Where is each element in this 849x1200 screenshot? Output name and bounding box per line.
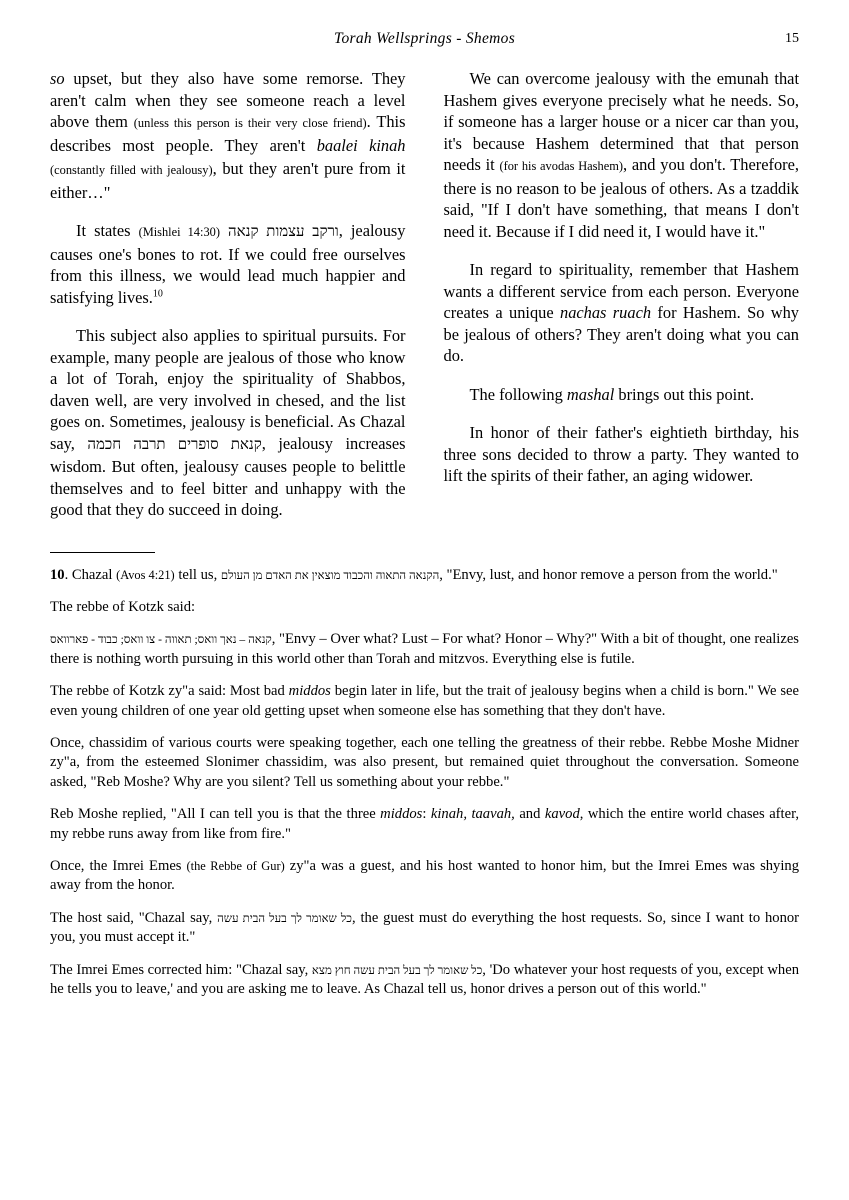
body-text: The rebbe of Kotzk said: — [50, 598, 196, 615]
body-text: brings out this point. — [614, 384, 755, 404]
body-paragraph — [50, 68, 406, 203]
body-text: The Imrei Emes corrected him: "Chazal say, — [50, 961, 312, 978]
right-text-column — [444, 68, 800, 504]
body-text: , the guest must do everything the host requests. So, since I want to honor you, you must accept it." — [50, 909, 800, 946]
parenthetical-note: (the Rebbe of Gur) — [186, 858, 285, 873]
running-head-title: Torah Wellsprings - Shemos — [333, 30, 516, 47]
body-text: Reb Moshe replied, "All I can tell you is that the three — [50, 806, 381, 823]
body-text: . Chazal — [64, 566, 117, 583]
body-text — [220, 221, 228, 240]
footnote-paragraph — [50, 909, 799, 948]
italic-text: middos — [380, 806, 423, 823]
body-text: The following — [469, 384, 567, 404]
parenthetical-note: (Mishlei 14:30) — [138, 225, 220, 239]
footnote-number: 10 — [50, 566, 65, 583]
page-header — [50, 30, 799, 60]
footnote-paragraph — [50, 961, 799, 1000]
hebrew-quote: קנאה – נאך וואס; תאווה - צו וואס; כבוד - פארוואס — [50, 633, 272, 647]
body-text: Once, chassidim of various courts were speaking together, each one telling the greatness of their rebbe. Rebbe Moshe Midner zy"a, from the esteemed Slonimer chassidim, was also present, but remained quiet throughout the conversation. Someone asked, "Reb Moshe? Why are you silent? Tell us something about your rebbe." — [50, 734, 799, 790]
body-text: , which the entire world chases after, my rebbe runs away from like from fire." — [50, 806, 799, 842]
body-text: , but they aren't pure from it either…" — [50, 159, 406, 202]
footnote-separator-rule — [50, 552, 155, 553]
parenthetical-note: (constantly filled with jealousy) — [50, 163, 213, 177]
body-paragraph — [444, 259, 800, 367]
two-column-body — [50, 68, 799, 538]
body-text: and — [514, 806, 545, 823]
page-number: 15 — [785, 31, 799, 46]
body-text: . This describes most people. They aren't — [50, 112, 406, 155]
body-text: We can overcome jealousy with the emunah that Hashem gives everyone precisely what he needs. So, if someone has a larger house or a nicer car than you, it's because Hashem determined that that person needs it — [443, 69, 799, 174]
body-text: Once, the Imrei Emes — [50, 857, 187, 874]
body-text: , and you don't. Therefore, there is no reason to be jealous of others. As a tzaddik said, "If I don't have something, that means I don't need it. Because if I did need it, I would have it." — [443, 155, 799, 241]
hebrew-quote: קנאת סופרים תרבה חכמה — [87, 436, 262, 453]
body-text: , "Envy – Over what? Lust – For what? Honor – Why?" With a bit of thought, one realizes there is nothing worth pursuing in this world other than Torah and mitzvos. Everything else is futile. — [50, 631, 799, 667]
body-text: It states — [76, 221, 139, 240]
body-text: upset, but they also have some remorse. They aren't calm when they see someone reach a level above them — [50, 69, 406, 131]
hebrew-quote: כל שאומר לך בעל הבית עשה — [217, 911, 352, 925]
parenthetical-note: (Avos 4:21) — [116, 567, 175, 582]
footnotes-section — [50, 566, 799, 1000]
body-text: tell us, — [174, 566, 221, 583]
body-text: begin later in life, but the trait of jealousy begins when a child is born." We see even young children of one year old getting upset when someone else has something that they don't have. — [50, 683, 799, 719]
body-text: In regard to spirituality, remember that Hashem wants a different service from each person. Everyone creates a unique — [443, 260, 799, 322]
italic-text: so — [50, 69, 65, 88]
body-text: : — [422, 806, 431, 823]
body-paragraph — [444, 384, 800, 406]
body-text: for Hashem. So why be jealous of others? They aren't doing what you can do. — [443, 303, 799, 365]
footnote-paragraph — [50, 805, 799, 844]
body-text: zy"a was a guest, and his host wanted to honor him, but the Imrei Emes was shying away from the honor. — [50, 857, 799, 894]
body-text: This subject also applies to spiritual pursuits. For example, many people are jealous of those who know a lot of Torah, enjoy the spirituality of Shabbos, daven well, are very involved in chesed, and the list goes on. Sometimes, jealousy is beneficial. As Chazal say, — [50, 326, 406, 453]
body-paragraph — [50, 325, 406, 521]
footnote-paragraph — [50, 598, 799, 617]
italic-text: nachas ruach — [560, 303, 652, 322]
italic-text: mashal — [566, 384, 615, 404]
hebrew-quote: ורקב עצמות קנאה — [228, 224, 339, 240]
hebrew-quote: כל שאומר לך בעל הבית עשה חוץ מצא — [311, 963, 483, 977]
footnote-paragraph — [50, 682, 799, 721]
footnote-paragraph — [50, 857, 799, 896]
body-paragraph — [444, 68, 800, 242]
italic-text: baalei kinah — [316, 135, 406, 155]
body-paragraph — [444, 422, 800, 487]
footnote-marker: 10 — [152, 288, 163, 300]
body-text: , jealousy increases wisdom. But often, jealousy causes people to belittle themselves and to feel bitter and unhappy with the good that they do succeed in doing. — [50, 433, 406, 519]
footnote-paragraph — [50, 566, 799, 585]
footnote-paragraph — [50, 734, 799, 792]
parenthetical-note: (for his avodas Hashem) — [499, 159, 623, 173]
left-text-column — [50, 68, 406, 538]
body-text: The rebbe of Kotzk zy"a said: Most bad — [50, 683, 289, 700]
parenthetical-note: (unless this person is their very close friend) — [133, 116, 367, 130]
italic-text: kavod — [544, 806, 580, 823]
body-text: , "Envy, lust, and honor remove a person from the world." — [439, 566, 778, 583]
italic-text: kinah, taavah, — [430, 806, 515, 823]
hebrew-quote: הקנאה התאוה והכבוד מוצאין את האדם מן העולם — [220, 568, 440, 582]
body-text: , jealousy causes one's bones to rot. If we could free ourselves from this illness, we would lead much happier and satisfying lives. — [50, 221, 406, 307]
body-text: The host said, "Chazal say, — [50, 909, 218, 926]
footnote-paragraph — [50, 630, 799, 669]
body-text: In honor of their father's eightieth birthday, his three sons decided to throw a party. They wanted to lift the spirits of their father, an aging widower. — [443, 423, 799, 485]
body-text: , 'Do whatever your host requests of you, except when he tells you to leave,' and you are asking me to leave. As Chazal tell us, honor drives a person out of this world." — [50, 961, 799, 997]
italic-text: middos — [288, 683, 331, 700]
body-paragraph — [50, 220, 406, 308]
